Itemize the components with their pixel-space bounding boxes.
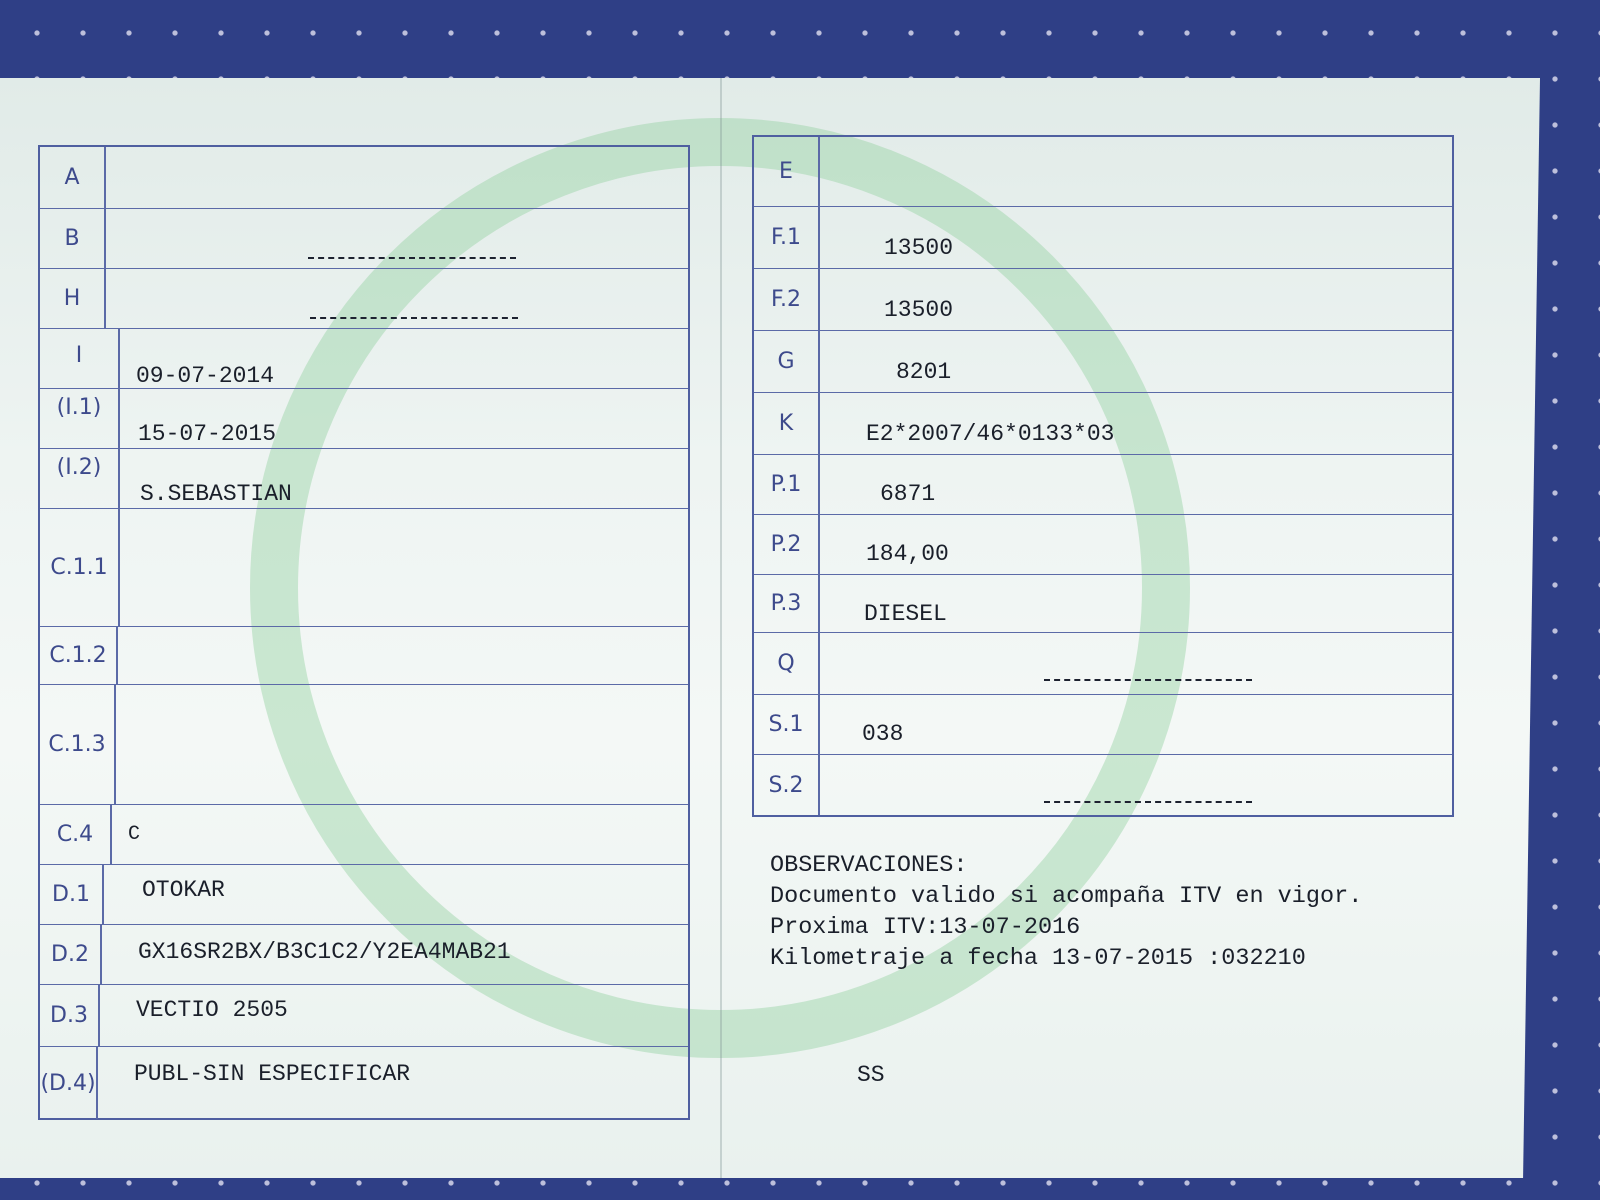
field-code: P.1 [754, 455, 820, 514]
left-fields-table [38, 145, 690, 1120]
field-code: H [40, 269, 106, 328]
field-row-f2 [754, 269, 1452, 331]
field-code: D.3 [40, 985, 100, 1046]
field-code: F.2 [754, 269, 820, 330]
field-code: S.2 [754, 755, 820, 815]
field-row-a [40, 147, 688, 209]
field-code: A [40, 147, 106, 208]
field-value: DIESEL [864, 601, 947, 627]
field-row-i2 [40, 449, 688, 509]
observations-line: Documento valido si acompaña ITV en vigor. [770, 883, 1363, 910]
field-code: G [754, 331, 820, 392]
field-row-k [754, 393, 1452, 455]
field-value: 13500 [884, 297, 954, 323]
field-code: C.1.1 [40, 509, 120, 626]
field-code: F.1 [754, 207, 820, 268]
field-row-c11 [40, 509, 688, 627]
field-value: 8201 [896, 359, 952, 385]
field-value: 15-07-2015 [138, 421, 277, 447]
field-code: (I.2) [40, 449, 120, 508]
field-row-q [754, 633, 1452, 695]
field-code: (D.4) [40, 1047, 98, 1119]
field-row-i [40, 329, 688, 389]
field-code: C.1.2 [40, 627, 118, 684]
field-value: 09-07-2014 [136, 363, 275, 389]
field-code: C.4 [40, 805, 112, 864]
field-row-d4 [40, 1047, 688, 1119]
field-value: C [128, 823, 141, 846]
field-row-c4 [40, 805, 688, 865]
field-code: K [754, 393, 820, 454]
empty-field-dashes [310, 317, 518, 319]
field-value: VECTIO 2505 [136, 997, 288, 1023]
field-row-p2 [754, 515, 1452, 575]
field-row-i1 [40, 389, 688, 449]
field-row-d2 [40, 925, 688, 985]
field-code: D.2 [40, 925, 102, 984]
empty-field-dashes [308, 257, 516, 259]
field-row-h [40, 269, 688, 329]
field-value: 184,00 [866, 541, 949, 567]
field-code: C.1.3 [40, 685, 116, 804]
field-code: Q [754, 633, 820, 694]
field-value: PUBL-SIN ESPECIFICAR [134, 1061, 411, 1087]
field-row-s1 [754, 695, 1452, 755]
field-value: E2*2007/46*0133*03 [866, 421, 1115, 447]
field-row-p3 [754, 575, 1452, 633]
field-code: E [754, 137, 820, 206]
field-row-e [754, 137, 1452, 207]
field-row-d1 [40, 865, 688, 925]
field-value: 038 [862, 721, 904, 747]
field-row-c13 [40, 685, 688, 805]
field-value: 13500 [884, 235, 954, 261]
field-code: S.1 [754, 695, 820, 754]
field-row-p1 [754, 455, 1452, 515]
observations-heading: OBSERVACIONES: [770, 852, 968, 879]
footer-code: SS [857, 1062, 885, 1088]
field-row-c12 [40, 627, 688, 685]
observations-line: Proxima ITV:13-07-2016 [770, 914, 1081, 941]
field-value: S.SEBASTIAN [140, 481, 292, 507]
observations-block [770, 850, 1362, 974]
field-value: GX16SR2BX/B3C1C2/Y2EA4MAB21 [138, 939, 511, 965]
field-row-s2 [754, 755, 1452, 815]
field-row-f1 [754, 207, 1452, 269]
empty-field-dashes [1044, 801, 1252, 803]
field-value: 6871 [880, 481, 936, 507]
field-code: P.3 [754, 575, 820, 632]
field-code: D.1 [40, 865, 104, 924]
field-row-g [754, 331, 1452, 393]
field-code: P.2 [754, 515, 820, 574]
observations-line: Kilometraje a fecha 13-07-2015 :032210 [770, 945, 1306, 972]
field-value: OTOKAR [142, 877, 225, 903]
field-row-d3 [40, 985, 688, 1047]
empty-field-dashes [1044, 679, 1252, 681]
right-fields-table [752, 135, 1454, 817]
field-code: B [40, 209, 106, 268]
field-code: I [40, 329, 120, 388]
fold-line [720, 78, 722, 1178]
field-code: (I.1) [40, 389, 120, 448]
field-row-b [40, 209, 688, 269]
